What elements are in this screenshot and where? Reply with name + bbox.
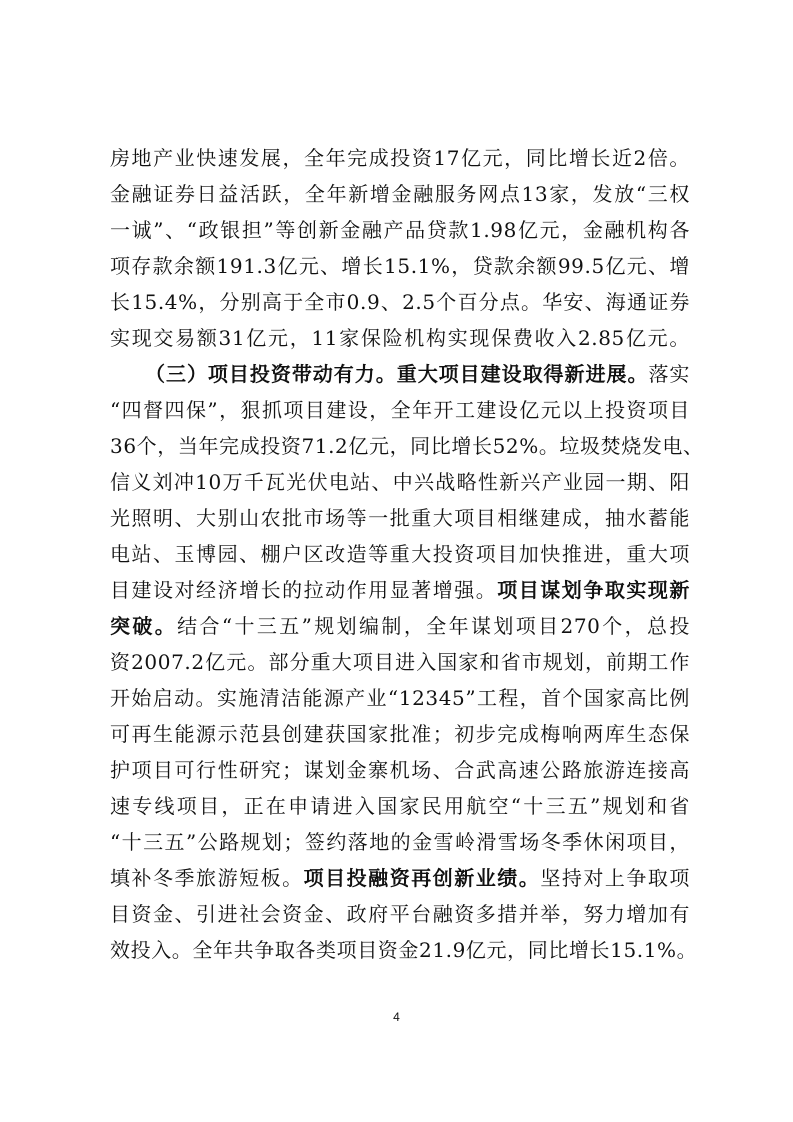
text-line [110,644,690,680]
text-line [110,176,690,212]
text-run: 实现交易额31亿元，11家保险机构实现保费收入2.85亿元。 [110,326,690,350]
text-line [110,464,690,500]
text-run: 开始启动。实施清洁能源产业“12345”工程，首个国家高比例 [110,686,690,710]
text-line [110,392,690,428]
text-run: 36个，当年完成投资71.2亿元，同比增长52%。垃圾焚烧发电、 [110,434,704,458]
text-run: 目资金、引进社会资金、政府平台融资多措并举，努力增加有 [110,902,690,926]
text-run: 填补冬季旅游短板。 [110,866,304,890]
section-heading-line [110,356,690,392]
text-run: 一诚”、“政银担”等创新金融产品贷款1.98亿元，金融机构各 [110,218,690,242]
subheading: 重大项目建设取得新进展。 [396,362,649,386]
text-run: 资2007.2亿元。部分重大项目进入国家和省市规划，前期工作 [110,650,690,674]
text-line [110,824,690,860]
text-line [110,680,690,716]
text-line [110,320,690,356]
text-run: 护项目可行性研究；谋划金寨机场、合武高速公路旅游连接高 [110,758,690,782]
text-run: 房地产业快速发展，全年完成投资17亿元，同比增长近2倍。 [110,146,690,170]
subheading: 突破。 [110,614,178,638]
text-run: 金融证券日益活跃，全年新增金融服务网点13家，发放“三权 [110,182,690,206]
text-line [110,212,690,248]
text-line [110,716,690,752]
text-line [110,608,690,644]
body-text [110,140,704,968]
text-line [110,860,690,896]
text-run: 可再生能源示范县创建获国家批准；初步完成梅响两库生态保 [110,722,690,746]
text-run: 信义刘冲10万千瓦光伏电站、中兴战略性新兴产业园一期、阳 [110,470,690,494]
text-run: “十三五”公路规划；签约落地的金雪岭滑雪场冬季休闲项目， [110,830,690,854]
text-line [110,140,690,176]
text-run: 目建设对经济增长的拉动作用显著增强。 [110,578,498,602]
text-line [110,536,690,572]
subheading: 项目投融资再创新业绩。 [303,866,541,890]
subheading: 项目谋划争取实现新 [497,578,690,602]
text-line [110,572,690,608]
page-number: 4 [393,1010,400,1024]
text-run: 项存款余额191.3亿元、增长15.1%，贷款余额99.5亿元、增 [110,254,690,278]
text-line [110,500,690,536]
text-line [110,428,704,464]
text-line [110,932,698,968]
text-run: 结合“十三五”规划编制，全年谋划项目270个，总投 [177,614,690,638]
text-run: 速专线项目，正在申请进入国家民用航空“十三五”规划和省 [110,794,690,818]
text-run: 效投入。全年共争取各类项目资金21.9亿元，同比增长15.1%。 [110,938,698,962]
text-line [110,752,690,788]
text-run: 光照明、大别山农批市场等一批重大项目相继建成，抽水蓄能 [110,506,690,530]
text-line [110,248,690,284]
text-run: 坚持对上争取项 [540,866,691,890]
section-heading: （三）项目投资带动有力。 [145,362,397,386]
text-run: 落实 [648,362,691,386]
text-line [110,788,690,824]
text-line [110,896,690,932]
text-run: 电站、玉博园、棚户区改造等重大投资项目加快推进，重大项 [110,542,690,566]
text-line [110,284,690,320]
text-run: “四督四保”，狠抓项目建设，全年开工建设亿元以上投资项目 [110,398,690,422]
text-run: 长15.4%，分别高于全市0.9、2.5个百分点。华安、海通证券 [110,290,690,314]
